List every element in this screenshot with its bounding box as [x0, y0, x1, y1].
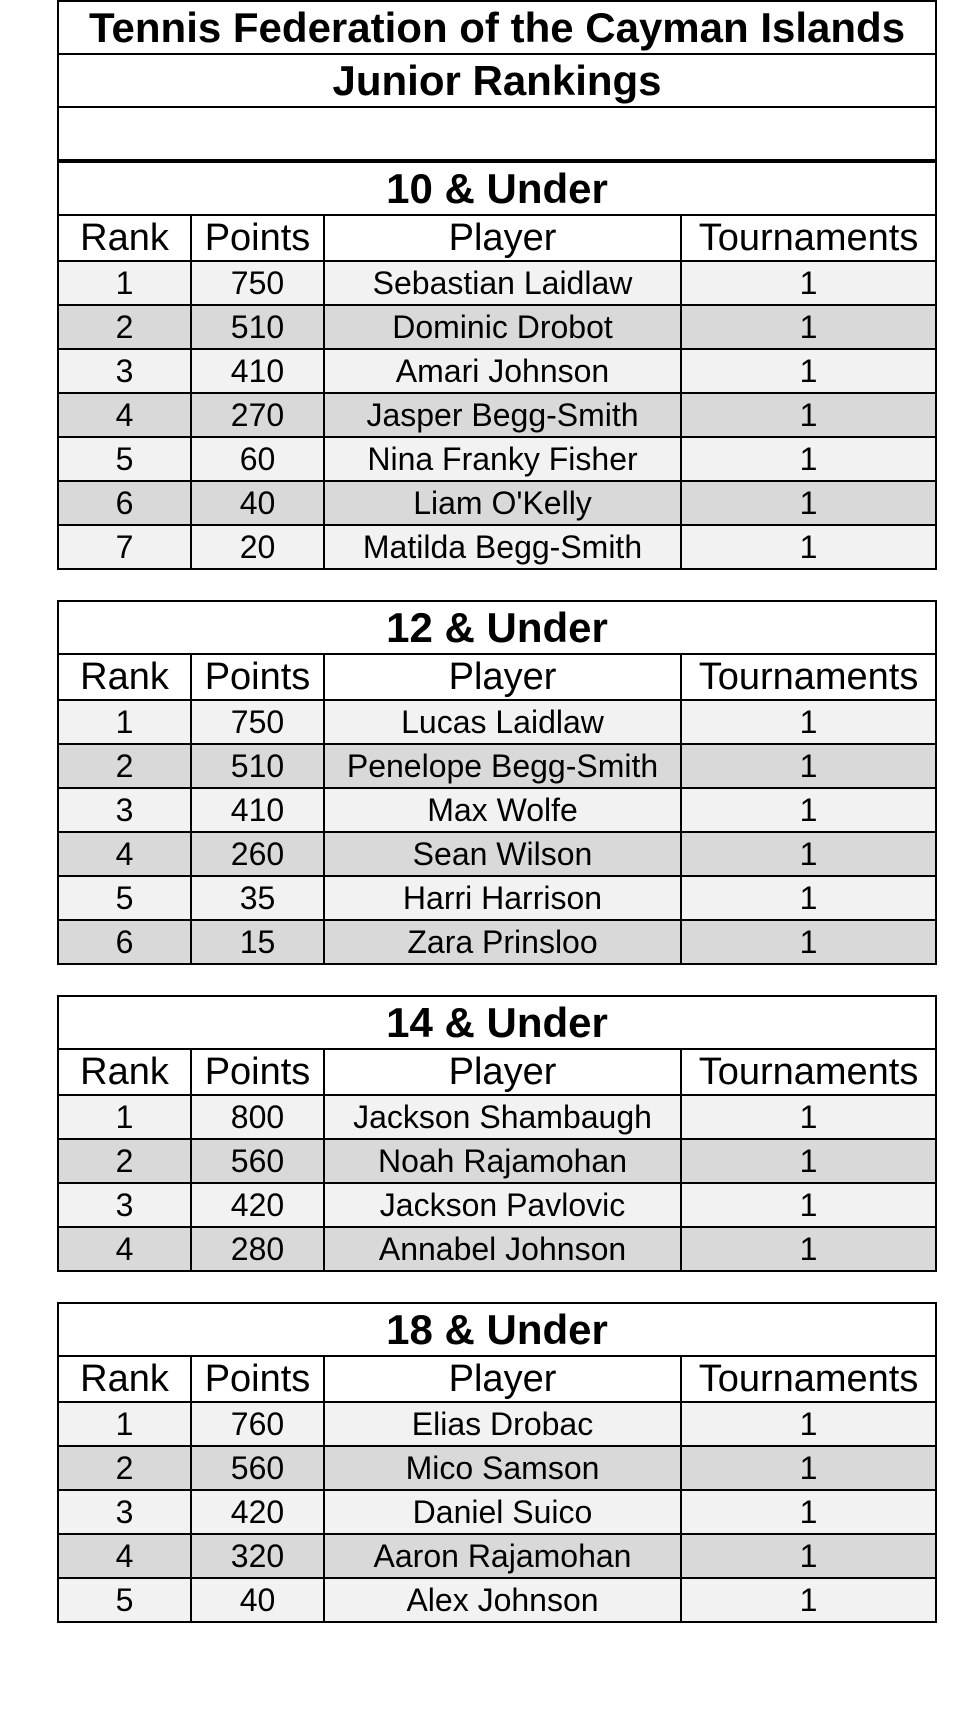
cell-tournaments: 1	[681, 1402, 936, 1446]
cell-player: Max Wolfe	[324, 788, 681, 832]
cell-points: 20	[191, 525, 324, 569]
cell-points: 750	[191, 261, 324, 305]
cell-tournaments: 1	[681, 261, 936, 305]
ranking-table	[57, 995, 937, 1272]
cell-tournaments: 1	[681, 1578, 936, 1622]
cell-player: Liam O'Kelly	[324, 481, 681, 525]
column-header-points: Points	[191, 1049, 324, 1095]
cell-player: Aaron Rajamohan	[324, 1534, 681, 1578]
cell-tournaments: 1	[681, 744, 936, 788]
blank-spacer-row	[58, 107, 936, 160]
table-row	[58, 437, 936, 481]
cell-rank: 3	[58, 1183, 191, 1227]
table-row	[58, 832, 936, 876]
cell-player: Matilda Begg-Smith	[324, 525, 681, 569]
table-row	[58, 261, 936, 305]
cell-points: 40	[191, 481, 324, 525]
cell-points: 510	[191, 744, 324, 788]
cell-points: 420	[191, 1490, 324, 1534]
cell-tournaments: 1	[681, 920, 936, 964]
cell-points: 260	[191, 832, 324, 876]
cell-rank: 4	[58, 832, 191, 876]
cell-tournaments: 1	[681, 525, 936, 569]
cell-tournaments: 1	[681, 876, 936, 920]
column-header-tournaments: Tournaments	[681, 1049, 936, 1095]
cell-player: Annabel Johnson	[324, 1227, 681, 1271]
cell-player: Noah Rajamohan	[324, 1139, 681, 1183]
cell-rank: 4	[58, 1227, 191, 1271]
cell-points: 270	[191, 393, 324, 437]
cell-player: Lucas Laidlaw	[324, 700, 681, 744]
cell-tournaments: 1	[681, 700, 936, 744]
cell-player: Daniel Suico	[324, 1490, 681, 1534]
cell-points: 750	[191, 700, 324, 744]
table-row	[58, 349, 936, 393]
cell-rank: 2	[58, 1446, 191, 1490]
cell-rank: 6	[58, 920, 191, 964]
table-row	[58, 1095, 936, 1139]
cell-tournaments: 1	[681, 349, 936, 393]
cell-rank: 2	[58, 305, 191, 349]
cell-points: 40	[191, 1578, 324, 1622]
cell-points: 510	[191, 305, 324, 349]
table-row	[58, 1183, 936, 1227]
cell-points: 560	[191, 1139, 324, 1183]
category-title: 18 & Under	[58, 1303, 936, 1356]
table-row	[58, 700, 936, 744]
cell-player: Amari Johnson	[324, 349, 681, 393]
cell-tournaments: 1	[681, 305, 936, 349]
cell-tournaments: 1	[681, 788, 936, 832]
column-header-player: Player	[324, 1049, 681, 1095]
column-header-player: Player	[324, 654, 681, 700]
cell-player: Dominic Drobot	[324, 305, 681, 349]
table-row	[58, 525, 936, 569]
ranking-table	[57, 600, 937, 965]
column-header-player: Player	[324, 1356, 681, 1402]
cell-tournaments: 1	[681, 1490, 936, 1534]
cell-rank: 3	[58, 1490, 191, 1534]
cell-player: Nina Franky Fisher	[324, 437, 681, 481]
cell-points: 60	[191, 437, 324, 481]
table-row	[58, 1446, 936, 1490]
column-header-rank: Rank	[58, 1356, 191, 1402]
cell-rank: 4	[58, 393, 191, 437]
cell-points: 280	[191, 1227, 324, 1271]
cell-points: 320	[191, 1534, 324, 1578]
column-header-rank: Rank	[58, 654, 191, 700]
cell-rank: 7	[58, 525, 191, 569]
column-header-points: Points	[191, 215, 324, 261]
cell-tournaments: 1	[681, 481, 936, 525]
cell-rank: 5	[58, 876, 191, 920]
cell-rank: 6	[58, 481, 191, 525]
cell-player: Jasper Begg-Smith	[324, 393, 681, 437]
cell-points: 420	[191, 1183, 324, 1227]
cell-points: 15	[191, 920, 324, 964]
cell-rank: 2	[58, 1139, 191, 1183]
table-row	[58, 1534, 936, 1578]
page-subtitle: Junior Rankings	[58, 54, 936, 107]
table-row	[58, 1139, 936, 1183]
cell-player: Elias Drobac	[324, 1402, 681, 1446]
ranking-table	[57, 1302, 937, 1623]
section-gap	[57, 570, 935, 600]
cell-rank: 1	[58, 1402, 191, 1446]
cell-player: Mico Samson	[324, 1446, 681, 1490]
cell-tournaments: 1	[681, 1139, 936, 1183]
cell-points: 560	[191, 1446, 324, 1490]
cell-rank: 1	[58, 261, 191, 305]
page-title: Tennis Federation of the Cayman Islands	[58, 1, 936, 54]
table-row	[58, 393, 936, 437]
cell-player: Sean Wilson	[324, 832, 681, 876]
cell-player: Jackson Shambaugh	[324, 1095, 681, 1139]
cell-tournaments: 1	[681, 1183, 936, 1227]
cell-rank: 1	[58, 1095, 191, 1139]
cell-points: 410	[191, 788, 324, 832]
cell-player: Zara Prinsloo	[324, 920, 681, 964]
cell-rank: 3	[58, 788, 191, 832]
table-row	[58, 481, 936, 525]
cell-player: Harri Harrison	[324, 876, 681, 920]
cell-rank: 5	[58, 1578, 191, 1622]
table-row	[58, 1578, 936, 1622]
column-header-rank: Rank	[58, 1049, 191, 1095]
column-header-tournaments: Tournaments	[681, 654, 936, 700]
category-title: 10 & Under	[58, 162, 936, 215]
table-row	[58, 876, 936, 920]
header-table	[57, 0, 937, 161]
table-row	[58, 305, 936, 349]
cell-points: 410	[191, 349, 324, 393]
section-gap	[57, 1272, 935, 1302]
cell-tournaments: 1	[681, 1095, 936, 1139]
cell-points: 800	[191, 1095, 324, 1139]
cell-tournaments: 1	[681, 832, 936, 876]
table-row	[58, 744, 936, 788]
cell-tournaments: 1	[681, 1534, 936, 1578]
section-gap	[57, 965, 935, 995]
column-header-points: Points	[191, 654, 324, 700]
ranking-table	[57, 161, 937, 570]
cell-tournaments: 1	[681, 1227, 936, 1271]
cell-rank: 2	[58, 744, 191, 788]
table-row	[58, 920, 936, 964]
cell-points: 760	[191, 1402, 324, 1446]
table-row	[58, 1402, 936, 1446]
cell-points: 35	[191, 876, 324, 920]
table-row	[58, 788, 936, 832]
table-row	[58, 1490, 936, 1534]
cell-player: Sebastian Laidlaw	[324, 261, 681, 305]
column-header-tournaments: Tournaments	[681, 215, 936, 261]
rankings-sheet	[57, 0, 935, 1623]
column-header-tournaments: Tournaments	[681, 1356, 936, 1402]
cell-player: Alex Johnson	[324, 1578, 681, 1622]
column-header-rank: Rank	[58, 215, 191, 261]
category-title: 14 & Under	[58, 996, 936, 1049]
table-row	[58, 1227, 936, 1271]
column-header-points: Points	[191, 1356, 324, 1402]
cell-rank: 1	[58, 700, 191, 744]
cell-tournaments: 1	[681, 1446, 936, 1490]
category-title: 12 & Under	[58, 601, 936, 654]
column-header-player: Player	[324, 215, 681, 261]
cell-rank: 5	[58, 437, 191, 481]
cell-player: Jackson Pavlovic	[324, 1183, 681, 1227]
cell-player: Penelope Begg-Smith	[324, 744, 681, 788]
cell-tournaments: 1	[681, 393, 936, 437]
cell-rank: 4	[58, 1534, 191, 1578]
sections-container	[57, 161, 935, 1623]
cell-rank: 3	[58, 349, 191, 393]
cell-tournaments: 1	[681, 437, 936, 481]
